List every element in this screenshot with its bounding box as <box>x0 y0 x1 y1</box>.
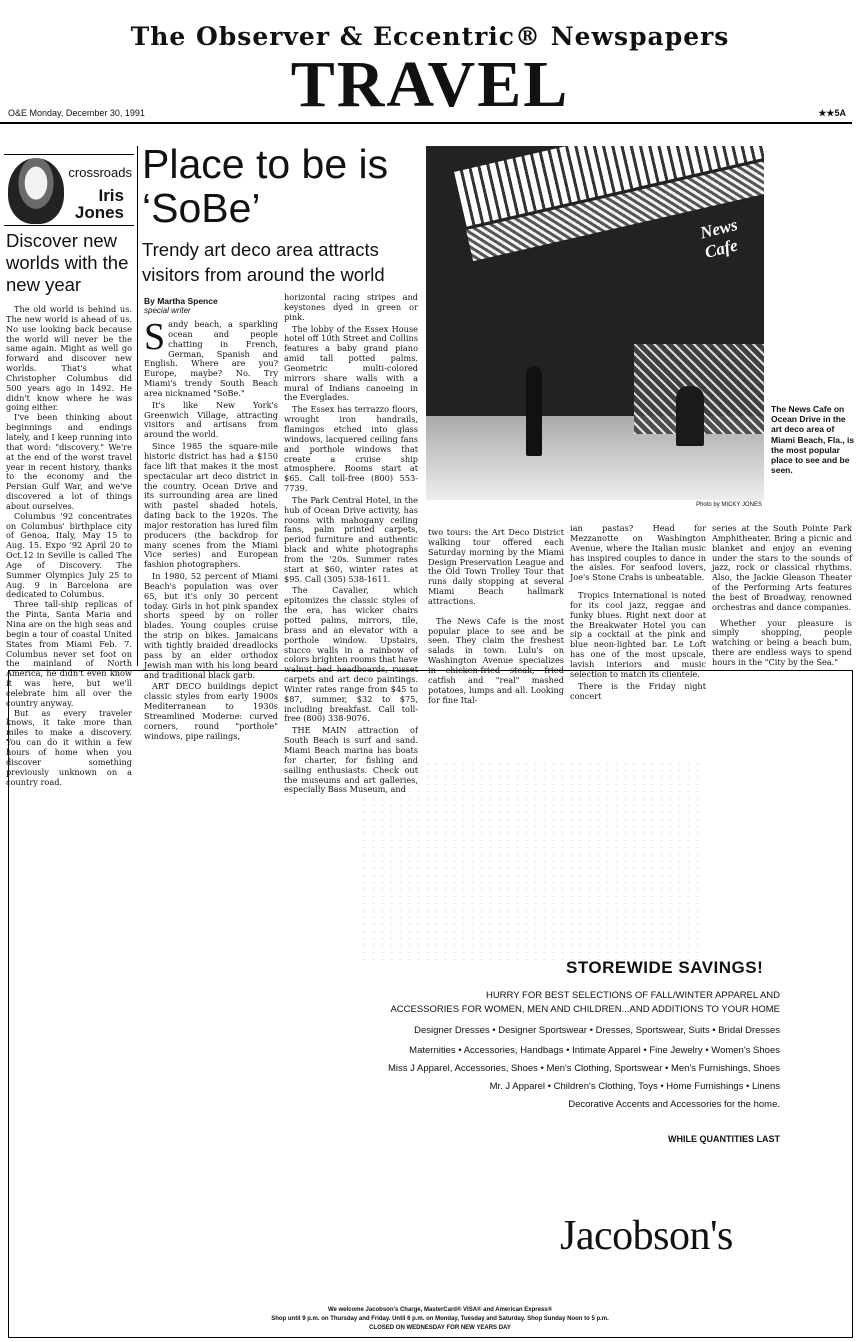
section-title: TRAVEL <box>290 48 570 121</box>
article-paragraph: two tours: the Art Deco District walking tour offered each Saturday morning by the Miami Design Preservation League and the Old Town Trolley Tour that runs daily stopping at several Miami Beach hallmark attractions. <box>428 527 564 606</box>
column-paragraph: Columbus '92 concentrates on Columbus' birthplace city of Genoa, Italy, May 15 to Aug. 15. Expo '92 April 20 to Oct.12 in Seville is called The Age of Discovery. The Summer Olympics July 25 to Aug. 9 in Barcelona are dedicated to Columbus. <box>6 510 132 600</box>
article-paragraph: It's like New York's Greenwich Village, attracting visitors and artisans from around the world. <box>144 399 278 440</box>
article-paragraph: The Cavalier, which epitomizes the classic styles of the era, has wicker chairs potted palms, mirrors, tile, brass and an elevator with a porthole window. Upstairs, stucco walls in a rainbow of colors brighten rooms that have walnut bed headboards, russet carpets and art deco paintings. Winter rates range from $45 to $87, summer, $32 to $75, including breakfast. Call toll-free (800) 338-9076. <box>284 585 418 724</box>
article-paragraph: ian pastas? Head for Mezzanotte on Washington Avenue, where the Italian music has inspired couples to dance in the aisles. For seafood lovers, Joe's Stone Crabs is unbeatable. <box>570 523 706 583</box>
column-headline: Discover new worlds with the new year <box>6 230 129 296</box>
photo-person <box>526 366 542 456</box>
article-paragraph: The lobby of the Essex House hotel off 10th Street and Collins features a baby grand piano amid tall potted palms. Geometric multi-colored mirrors share walls with a mural of Indians canoeing in the Everglades. <box>284 323 418 403</box>
author-photo <box>8 158 64 224</box>
article-byline: By Martha Spence <box>144 296 218 306</box>
ad-quantities-note: WHILE QUANTITIES LAST <box>668 1134 780 1144</box>
article-paragraph: Sandy beach, a sparkling ocean and people chatting in French, German, Spanish and English. Where are you? Europe, maybe? No. Try Miami's trendy South Beach area nicknamed "SoBe." <box>144 316 278 398</box>
article-subheadline: Trendy art deco area attracts visitors from around the world <box>142 239 385 285</box>
article-column-5 <box>712 524 852 670</box>
article-headline: Place to be is ‘SoBe’ <box>142 141 389 231</box>
column-paragraph: But as every traveler knows, it take more than miles to make a discovery. You can do it within a few hours of home when you discover something previously unknown on a country road. <box>6 707 132 787</box>
article-paragraph: There is the Friday night concert <box>570 680 706 701</box>
column-label: crossroads <box>68 165 132 180</box>
ad-background-artwork <box>360 760 700 960</box>
page-number: ★★5A <box>818 108 846 118</box>
article-paragraph: Since 1985 the square-mile historic district has had a $150 face lift that makes it the most spectacular art deco district in the country. Ocean Drive and its surrounding area are lined with pastel shaded hotels, dating back to the 1920s. The major restoration has lured film producers (the backdrop for many scenes from the Miami Vice series) and European fashion photographers. <box>144 441 278 570</box>
photo-caption: The News Cafe on Ocean Drive in the art deco area of Miami Beach, Fla., is the most popular place to see and be seen. <box>771 404 855 476</box>
news-cafe-photo <box>426 146 764 500</box>
ad-line: Decorative Accents and Accessories for the home. <box>568 1099 780 1110</box>
ad-line: ACCESSORIES FOR WOMEN, MEN AND CHILDREN...AND ADDITIONS TO YOUR HOME <box>390 1004 780 1015</box>
article-paragraph: series at the South Pointe Park Amphitheater. Bring a picnic and blanket and enjoy an evening under the stars to the sounds of jazz, rock or classical rhythms. Also, the Jackie Gleason Theater of the Performing Arts features the best of Broadway, renowned orchestras and dance companies. <box>712 523 852 612</box>
article-paragraph: horizontal racing stripes and keystones dyed in green or pink. <box>284 292 418 322</box>
article-paragraph: Whether your pleasure is simply shopping, people watching or being a beach bum, there are endless ways to spend hours in the "City by the Sea." <box>712 617 852 667</box>
article-paragraph: THE MAIN attraction of South Beach is surf and sand. Miami Beach marina has boats for charter, for fishing and sailing enthusiasts. Check out the museums and art galleries, especially Bass Museum, and <box>284 725 418 795</box>
drop-cap: S <box>144 316 166 358</box>
column-rule <box>4 154 134 155</box>
author-first-name: Iris <box>98 186 124 205</box>
column-paragraph: The old world is behind us. The new world is ahead of us. No use looking back because the world will never be the same again. Might as well go forward and discover new worlds. That's what Christopher Columbus did 500 years ago in 1492. He didn't know where he was going either. <box>6 304 132 413</box>
column-divider <box>137 146 138 666</box>
photo-person <box>676 386 704 446</box>
article-paragraph: The News Cafe is the most popular place to see and be seen. They claim the freshest salads in town. Lulu's on Washington Avenue specializes in chicken-fried steak, fried catfish and "real" mashed potatoes, lumps and all. Looking for fine Ital- <box>428 615 564 705</box>
dateline: O&E Monday, December 30, 1991 <box>8 108 145 118</box>
jacobsons-logo: Jacobson's <box>560 1213 733 1259</box>
article-byline-role: special writer <box>144 306 191 315</box>
article-paragraph: In 1980, 52 percent of Miami Beach's population was over 65, but it's only 30 percent today. Girls in hot pink spandex shorts speed by on roller blades. Young couples cruise the strip on bikes. Jamaicans with tightly braided dreadlocks pass by an elder orthodox Jewish man with his long beard and traditional black garb. <box>144 571 278 680</box>
photo-credit: Photo by MICKY JONES <box>696 502 762 508</box>
ad-line: HURRY FOR BEST SELECTIONS OF FALL/WINTER APPAREL AND <box>485 990 780 1001</box>
ad-line: Designer Dresses • Designer Sportswear • Dresses, Sportswear, Suits • Bridal Dresses <box>414 1025 780 1036</box>
column-paragraph: I've been thinking about beginnings and endings lately, and I keep running into that word: "discovery." We're at the end of the worst travel year in recent history, thanks to the economy and the Persian Gulf War, and we've discovered a lot of things about ourselves. <box>6 412 132 511</box>
ad-line: Mr. J Apparel • Children's Clothing, Toys • Home Furnishings • Linens <box>489 1081 780 1092</box>
ad-footer-line: We welcome Jacobson's Charge, MasterCard® VISA® and American Express® <box>327 1307 553 1313</box>
article-paragraph: ART DECO buildings depict classic styles from early 1900s Mediterranean to 1930s Streamlined Moderne: curved corners, round "porthole" windows, pipe railings, <box>144 681 278 741</box>
photo-sign: News Cafe <box>698 214 740 262</box>
article-paragraph: Tropics International is noted for its cool jazz, reggae and funky blues. Right next door at the Breakwater Hotel you can sip a cocktail at the pink and blue neon-lighted bar. Le Loft has one of the most upscale, lavish interiors and music selection to match its clientele. <box>570 590 706 679</box>
author-last-name: Jones <box>74 203 124 222</box>
ad-headline: STOREWIDE SAVINGS! <box>566 958 764 977</box>
ad-footer-line: Shop until 9 p.m. on Thursday and Friday. Until 6 p.m. on Monday, Tuesday and Saturday. Shop Sunday Noon to 5 p.m. <box>271 1316 609 1322</box>
masthead-rule <box>0 122 852 124</box>
ad-footer-line: CLOSED ON WEDNESDAY FOR NEW YEARS DAY <box>369 1325 511 1331</box>
ad-line: Maternities • Accessories, Handbags • Intimate Apparel • Fine Jewelry • Women's Shoes <box>409 1045 780 1056</box>
ad-line: Miss J Apparel, Accessories, Shoes • Men's Clothing, Sportswear • Men's Furnishings, Shoes <box>387 1063 780 1074</box>
article-paragraph: The Park Central Hotel, in the hub of Ocean Drive activity, has rooms with mahogany ceiling fans, palm printed carpets, period furniture and authentic black and white photographs from the '20s. Summer rates start at $60, winter rates at $95. Call (305) 538-1611. <box>284 494 418 584</box>
column-paragraph: Three tall-ship replicas of the Pinta, Santa Maria and Nina are on the high seas and begin a tour of coastal United States from Miami Feb. 7. Columbus never set foot on the mainland of North America, he didn't even know it was here, but we'll celebrate him all over the country anyway. <box>6 599 132 708</box>
newspaper-masthead: The Observer & Eccentric® Newspapers <box>130 22 730 51</box>
article-paragraph: The Essex has terrazzo floors, wrought iron handrails, flamingos etched into glass windows, lacquered ceiling fans and porthole windows that create a cruise ship atmosphere. Rooms start at $65. Call toll-free (800) 553-7739. <box>284 404 418 494</box>
column-rule <box>4 225 134 226</box>
